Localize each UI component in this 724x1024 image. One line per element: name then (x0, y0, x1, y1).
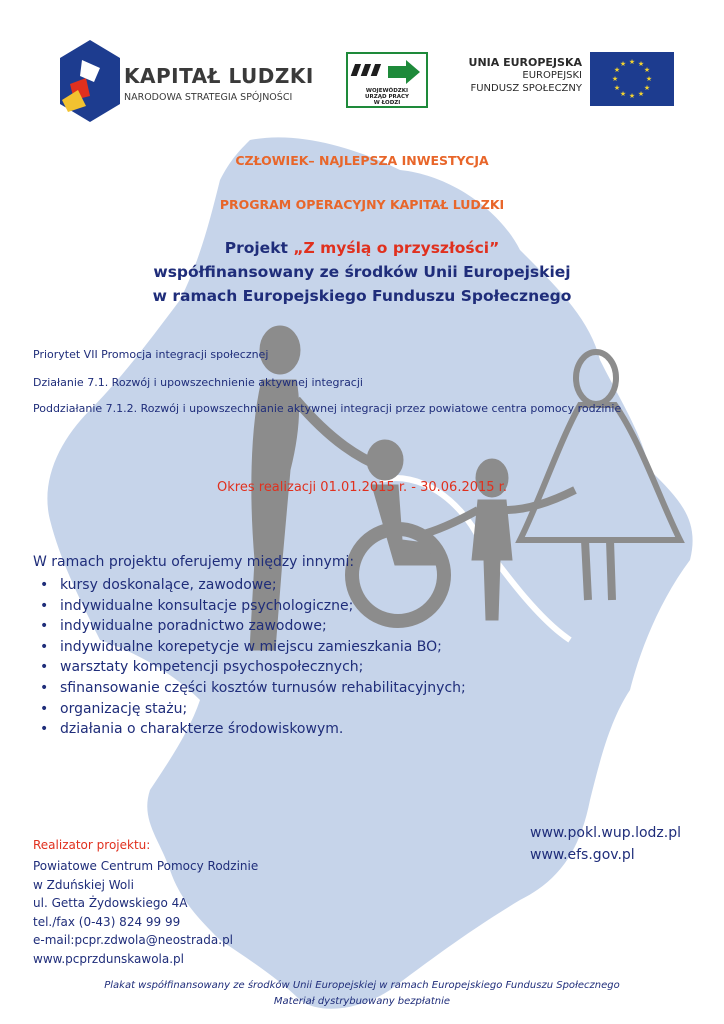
headline-program: PROGRAM OPERACYJNY KAPITAŁ LUDZKI (219, 197, 505, 212)
project-title-block (0, 236, 724, 308)
headline-slogan: CZŁOWIEK– NAJLEPSZA INWESTYCJA (235, 153, 489, 168)
list-item: • sfinansowanie części kosztów turnusów rehabilitacyjnych; (40, 679, 466, 696)
svg-text:★: ★ (643, 66, 651, 74)
list-item: • organizację stażu; (40, 700, 188, 717)
eu-stars-icon (590, 52, 674, 106)
svg-text:★: ★ (637, 90, 645, 98)
pokl-link[interactable]: www.pokl.wup.lodz.pl (530, 825, 681, 841)
priority-line: Priorytet VII Promocja integracji społecznej (33, 348, 269, 361)
eu-flag-icon (590, 52, 674, 106)
program-links (530, 822, 681, 866)
poster-footer (0, 978, 724, 1010)
efs-link[interactable]: www.efs.gov.pl (530, 847, 635, 863)
action-line: Działanie 7.1. Rozwój i upowszechnienie aktywnej integracji (33, 376, 363, 389)
svg-text:★: ★ (613, 84, 621, 92)
svg-text:★: ★ (637, 60, 645, 68)
svg-text:★: ★ (611, 75, 619, 83)
svg-text:★: ★ (628, 92, 636, 100)
list-item: • indywidualne konsultacje psychologiczne; (40, 597, 354, 614)
footer-cofinancing-note: Plakat współfinansowany ze środków Unii Europejskiej w ramach Europejskiego Funduszu Społecznego (104, 980, 620, 991)
contact-org-name: Powiatowe Centrum Pomocy Rodzinie (33, 859, 259, 873)
svg-text:★: ★ (619, 90, 627, 98)
realizator-contact (33, 857, 258, 969)
svg-text:★: ★ (628, 58, 636, 66)
list-item: • kursy doskonalące, zawodowe; (40, 577, 277, 593)
list-item: • indywidualne korepetycje w miejscu zamieszkania BO; (40, 638, 442, 655)
eu-label-line3: FUNDUSZ SPOŁECZNY (470, 83, 582, 94)
project-period: Okres realizacji 01.01.2015 r. - 30.06.2015 r. (217, 480, 507, 495)
subaction-line: Poddziałanie 7.1.2. Rozwój i upowszechnianie aktywnej integracji przez powiatowe centra pomocy rodzinie (33, 402, 622, 415)
list-item: • działania o charakterze środowiskowym. (40, 721, 344, 738)
kapital-ludzki-emblem-icon (60, 40, 120, 122)
svg-text:★: ★ (645, 75, 653, 83)
project-title-line2: współfinansowany ze środków Unii Europejskiej (153, 263, 571, 281)
project-name: „Z myślą o przyszłości” (293, 239, 500, 257)
offer-list (40, 575, 466, 740)
kapital-ludzki-logo (62, 40, 312, 122)
list-item: • indywidualne poradnictwo zawodowe; (40, 618, 327, 635)
wup-lodz-logo (346, 52, 428, 108)
eu-label-line2: EUROPEJSKI (522, 70, 582, 81)
svg-text:★: ★ (613, 66, 621, 74)
svg-text:★: ★ (619, 60, 627, 68)
contact-city: w Zduńskiej Woli (33, 877, 134, 892)
svg-text:★: ★ (643, 84, 651, 92)
wheelchair-user-head (367, 440, 403, 480)
kapital-ludzki-title: KAPITAŁ LUDZKI (124, 64, 314, 88)
list-item: • warsztaty kompetencji psychospołecznych; (40, 659, 364, 676)
contact-website[interactable]: www.pcprzdunskawola.pl (33, 951, 185, 966)
eu-efs-label (462, 56, 582, 95)
project-title-line1: Projekt „Z myślą o przyszłości” (224, 239, 500, 257)
contact-email[interactable]: e-mail:pcpr.zdwola@neostrada.pl (33, 933, 234, 948)
eu-label-line1: UNIA EUROPEJSKA (468, 56, 582, 69)
kapital-ludzki-subtitle: NARODOWA STRATEGIA SPÓJNOŚCI (124, 92, 293, 103)
footer-free-distribution-note: Materiał dystrybuowany bezpłatnie (273, 996, 451, 1007)
offer-intro: W ramach projektu oferujemy między innymi: (33, 554, 355, 570)
wup-caption: WOJEWÓDZKI URZĄD PRACY W ŁODZI (365, 88, 409, 106)
wup-arrow-icon (348, 56, 426, 88)
realizator-label: Realizator projektu: (33, 838, 151, 852)
contact-phone: tel./fax (0-43) 824 99 99 (33, 914, 181, 929)
contact-address: ul. Getta Żydowskiego 4A (33, 896, 188, 911)
project-title-line3: w ramach Europejskiego Funduszu Społecznego (152, 287, 572, 305)
